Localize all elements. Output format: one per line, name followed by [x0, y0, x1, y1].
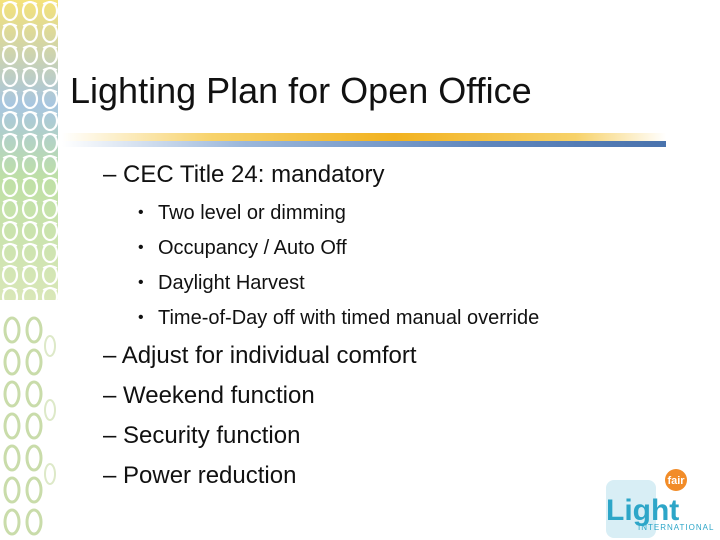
bullet-dot: • — [138, 309, 144, 326]
logo-tagline: INTERNATIONAL — [638, 523, 715, 532]
primary-item: – CEC Title 24: mandatory — [103, 161, 385, 188]
sub-bullet-text: Two level or dimming — [158, 202, 346, 224]
decorative-side-pattern — [0, 0, 58, 540]
sub-bullet-text: Time-of-Day off with timed manual override — [158, 307, 540, 329]
side-pattern-graphic — [0, 0, 58, 540]
sub-bullet-item — [138, 202, 346, 225]
sub-bullet-item — [138, 307, 539, 330]
lightfair-logo — [598, 468, 720, 540]
list-item: – Power reduction — [103, 462, 297, 489]
sub-bullet-item — [138, 237, 347, 260]
sub-bullet-text: Daylight Harvest — [158, 272, 305, 294]
list-item: – Security function — [103, 422, 301, 449]
bullet-dot: • — [138, 204, 144, 221]
logo-badge-text: fair — [667, 475, 685, 487]
sub-bullet-text: Occupancy / Auto Off — [158, 237, 347, 259]
slide-title: Lighting Plan for Open Office — [70, 70, 532, 111]
bullet-dot: • — [138, 239, 144, 256]
list-item: – Adjust for individual comfort — [103, 342, 417, 369]
bullet-dot: • — [138, 274, 144, 291]
sub-bullet-item — [138, 272, 305, 295]
list-item: – Weekend function — [103, 382, 315, 409]
title-underline — [62, 131, 666, 149]
logo-word: Light — [606, 494, 680, 527]
